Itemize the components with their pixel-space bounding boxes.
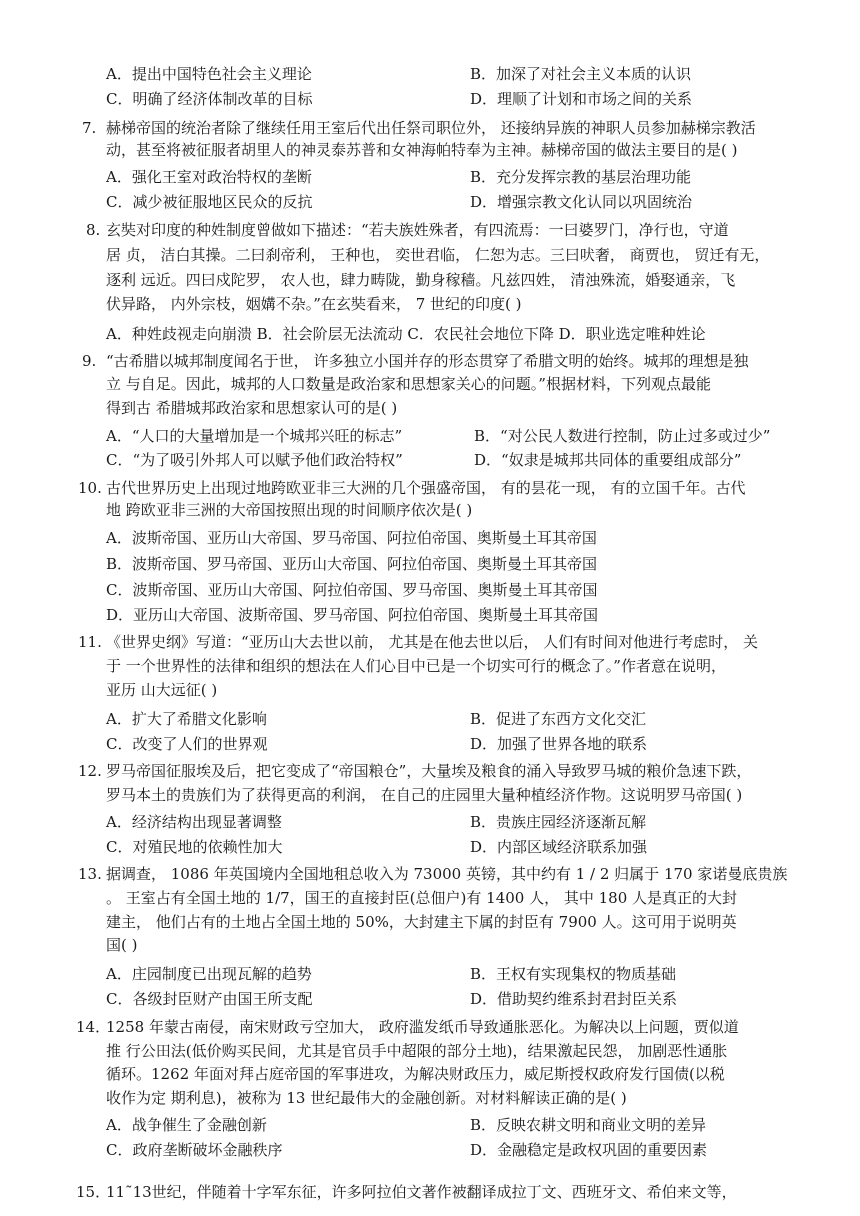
q12-option-d: D．内部区域经济联系加强 <box>470 838 648 856</box>
q7-stem-line: 赫梯帝国的统治者除了继续任用王室后代出任祭司职位外， 还接纳异族的神职人员参加赫梯宗教活 <box>106 119 756 137</box>
q8-stem-line: 居 贞， 洁白其操。二曰刹帝利， 王种也， 奕世君临， 仁恕为志。三曰吠奢， 商贾也， 贸迁有无， <box>106 246 770 264</box>
q12-option-b: B．贵族庄园经济逐渐瓦解 <box>470 813 647 831</box>
q8-number: 8. <box>86 221 101 239</box>
q13-stem-line: 。 王室占有全国土地的 1/7，国王的直接封臣(总佃户)有 1400 人， 其中 180 人是真正的大封 <box>106 889 738 907</box>
q6-option-c: C．明确了经济体制改革的目标 <box>106 90 313 108</box>
q10-stem-line: 地 跨欧亚非三洲的大帝国按照出现的时间顺序依次是( ) <box>106 501 473 519</box>
q14-number: 14． <box>76 1018 111 1036</box>
q7-option-d: D．增强宗教文化认同以巩固统治 <box>470 193 693 211</box>
q6-option-b: B．加深了对社会主义本质的认识 <box>470 65 692 83</box>
q7-stem-line: 动，甚至将被征服者胡里人的神灵泰苏普和女神海帕特奉为主神。赫梯帝国的做法主要目的是( ) <box>106 141 738 159</box>
q14-option-d: D．金融稳定是政权巩固的重要因素 <box>470 1141 708 1159</box>
q13-option-a: A．庄园制度已出现瓦解的趋势 <box>106 965 312 983</box>
q14-stem-line: 循环。1262 年面对拜占庭帝国的军事进攻，为解决财政压力，威尼斯授权政府发行国债(以税 <box>106 1065 725 1083</box>
q11-option-b: B．促进了东西方文化交汇 <box>470 710 647 728</box>
q15-stem-line: 11˜13世纪，伴随着十字军东征，许多阿拉伯文著作被翻译成拉丁文、西班牙文、希伯来文等， <box>106 1183 737 1201</box>
q11-option-d: D．加强了世界各地的联系 <box>470 735 648 753</box>
q15-number: 15． <box>76 1183 111 1201</box>
q10-number: 10. <box>78 479 102 497</box>
q10-option-c: C．波斯帝国、亚历山大帝国、阿拉伯帝国、罗马帝国、奥斯曼土耳其帝国 <box>106 581 598 599</box>
q8-stem-line: 伏异路， 内外宗枝，姻媾不杂。”在玄奘看来， 7 世纪的印度( ) <box>106 295 522 313</box>
q7-option-b: B．充分发挥宗教的基层治理功能 <box>470 168 692 186</box>
q8-stem-line: 玄奘对印度的种姓制度曾做如下描述：“若夫族姓殊者，有四流焉：一曰婆罗门，净行也，守道 <box>106 221 729 239</box>
q14-option-c: C．政府垄断破坏金融秩序 <box>106 1141 283 1159</box>
q14-stem-line: 推 行公田法(低价购买民间，尤其是官员手中超限的部分土地)，结果激起民怨， 加剧恶性通胀 <box>106 1042 728 1060</box>
q9-stem-line: “古希腊以城邦制度闻名于世， 许多独立小国并存的形态贯穿了希腊文明的始终。城邦的理想是独 <box>106 352 749 370</box>
q14-option-a: A．战争催生了金融创新 <box>106 1116 267 1134</box>
q10-option-d: D．亚历山大帝国、波斯帝国、罗马帝国、阿拉伯帝国、奥斯曼土耳其帝国 <box>106 606 599 624</box>
q12-option-a: A．经济结构出现显著调整 <box>106 813 282 831</box>
q11-stem-line: 《世界史纲》写道：“亚历山大去世以前， 尤其是在他去世以后， 人们有时间对他进行考虑时， 关 <box>106 633 758 651</box>
q11-option-c: C．改变了人们的世界观 <box>106 735 268 753</box>
q13-stem-line: 建主， 他们占有的土地占全国土地的 50%，大封建主下属的封臣有 7900 人。这可用于说明英 <box>106 913 737 931</box>
q9-option-b: B．“对公民人数进行控制，防止过多或过少” <box>474 427 771 445</box>
q6-option-d: D．理顺了计划和市场之间的关系 <box>470 90 693 108</box>
q13-stem-line: 国( ) <box>106 936 138 954</box>
q7-number: 7. <box>82 119 97 137</box>
q11-option-a: A．扩大了希腊文化影响 <box>106 710 267 728</box>
q12-option-c: C．对殖民地的依赖性加大 <box>106 838 283 856</box>
q13-stem-line: 据调查， 1086 年英国境内全国地租总收入为 73000 英镑，其中约有 1 / 2 归属于 170 家诺曼底贵族 <box>106 865 788 883</box>
q6-option-a: A．提出中国特色社会主义理论 <box>106 65 312 83</box>
q7-option-c: C．减少被征服地区民众的反抗 <box>106 193 313 211</box>
q11-stem-line: 亚历 山大远征( ) <box>106 681 218 699</box>
q10-option-b: B．波斯帝国、罗马帝国、亚历山大帝国、阿拉伯帝国、奥斯曼土耳其帝国 <box>106 555 598 573</box>
q14-option-b: B．反映农耕文明和商业文明的差异 <box>470 1116 707 1134</box>
q9-option-a: A．“人口的大量增加是一个城邦兴旺的标志” <box>106 427 403 445</box>
q13-option-c: C．各级封臣财产由国王所支配 <box>106 990 313 1008</box>
q9-number: 9. <box>82 352 97 370</box>
q13-number: 13. <box>78 865 102 883</box>
q11-stem-line: 于 一个世界性的法律和组织的想法在人们心目中已是一个切实可行的概念了。”作者意在说明， <box>106 657 726 675</box>
q14-stem-line: 收作为定 期利息)，被称为 13 世纪最伟大的金融创新。对材料解读正确的是( ) <box>106 1089 627 1107</box>
q13-option-d: D．借助契约维系封君封臣关系 <box>470 990 678 1008</box>
q12-number: 12. <box>78 762 102 780</box>
q9-stem-line: 得到古 希腊城邦政治家和思想家认可的是( ) <box>106 399 398 417</box>
q11-number: 11. <box>78 633 102 651</box>
q9-stem-line: 立 与自足。因此，城邦的人口数量是政治家和思想家关心的问题。”根据材料，下列观点最能 <box>106 375 711 393</box>
q10-stem-line: 古代世界历史上出现过地跨欧亚非三大洲的几个强盛帝国， 有的昙花一现， 有的立国千年。古代 <box>106 479 746 497</box>
q14-stem-line: 1258 年蒙古南侵，南宋财政亏空加大， 政府滥发纸币导致通胀恶化。为解决以上问题，贾似道 <box>106 1018 739 1036</box>
q7-option-a: A．强化王室对政治特权的垄断 <box>106 168 312 186</box>
q9-option-d: D．“奴隶是城邦共同体的重要组成部分” <box>474 451 742 469</box>
q13-option-b: B．王权有实现集权的物质基础 <box>470 965 677 983</box>
q12-stem-line: 罗马帝国征服埃及后，把它变成了“帝国粮仓”，大量埃及粮食的涌入导致罗马城的粮价急速下跌， <box>106 762 752 780</box>
q8-options: A．种姓歧视走向崩溃 B．社会阶层无法流动 C．农民社会地位下降 D．职业选定唯种姓论 <box>106 325 706 343</box>
q8-stem-line: 逐利 远近。四曰戍陀罗， 农人也，肆力畴陇，勤身稼穑。凡兹四姓， 清浊殊流，婚娶通亲，飞 <box>106 271 736 289</box>
q12-stem-line: 罗马本土的贵族们为了获得更高的利润， 在自己的庄园里大量种植经济作物。这说明罗马帝国( ) <box>106 786 743 804</box>
q10-option-a: A．波斯帝国、亚历山大帝国、罗马帝国、阿拉伯帝国、奥斯曼土耳其帝国 <box>106 529 597 547</box>
q9-option-c: C．“为了吸引外邦人可以赋予他们政治特权” <box>106 451 403 469</box>
